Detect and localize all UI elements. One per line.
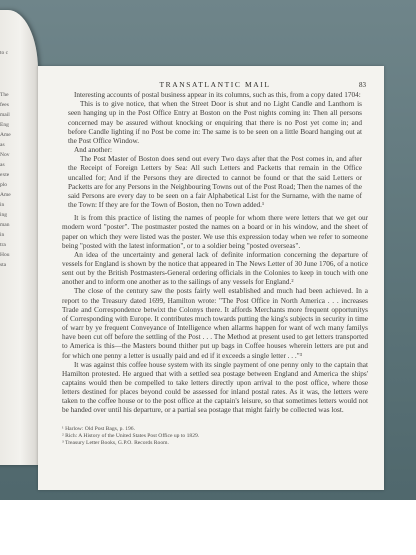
- body-paragraph: It was against this coffee house system with its single payment of one penny only to the captain that Hamilton protested. He argued that with a settled sea postage between England and America the ships' captains would then be compelled to take letters directly upon arrival to the post office, where those letters destined for places beyond could be assessed for inland postal rates. As it was, the letters were taken to the coffee house or to the post office at the captain's leisure, so that sometimes letters would not be handed over until his departure, or a partial sea postage that might fairly be collected was lost.: [62, 360, 368, 415]
- page-content: [62, 80, 368, 447]
- footnote: ³ Treasury Letter Books, G.P.O. Records Room.: [62, 439, 169, 446]
- left-page-fragment: to c: [0, 50, 9, 56]
- block-quote: This is to give notice, that when the Street Door is shut and no Light Candle and Lanthorn is seen hanging up in the Post Office Entry at Boston on the Post nights coming in: Then all persons concerned may be assured without knocking or enquiring that there is no Post yet come in; and before Candle lighting if no Post be come in: The same is to be seen on a little Board hanging out at the Post Office Window.: [68, 100, 362, 145]
- left-page-fragment: Ame: [0, 192, 11, 198]
- left-page-fragment: Hou: [0, 252, 10, 258]
- block-quote: The Post Master of Boston does send out every Two days after that the Post comes in, and after the Receipt of Foreign Letters by Sea: All such Letters and Packetts that remain in the Office uncalled for; And if the Persons they are directed to cannot be found or that the said Letters or Packetts are for any Persons in the Neighbouring Towns out of the Post Road; Then the names of the said Persons are every day to be seen on a fair Alphabetical List for the Surname, with the name of the Town: If they are for the Town of Boston, then no Town added.¹: [68, 155, 362, 210]
- left-page-fragment: Nov: [0, 152, 10, 158]
- left-page-fragment: as: [0, 162, 5, 168]
- left-page-fragment: fees: [0, 102, 9, 108]
- left-page-fragment: as: [0, 142, 5, 148]
- left-page-fragment: The: [0, 92, 9, 98]
- page-number: 83: [359, 81, 366, 89]
- footnote: ² Rich: A History of the United States Post Office up to 1829.: [62, 432, 200, 439]
- body-paragraph: And another:: [74, 146, 113, 155]
- running-title: TRANSATLANTIC MAIL: [159, 80, 271, 89]
- left-page-fragment: mail: [0, 112, 10, 118]
- left-facing-page: [0, 10, 38, 465]
- left-page-fragment: tra: [0, 242, 6, 248]
- body-paragraph: It is from this practice of listing the names of people for whom there were letters that we get our modern word "poster". The postmaster posted the names on a board or in his window, and the sheet of paper on which they were listed was the poster. We use this expression today when we refer to someone being "posted with the latest information", or to a soldier being "posted overseas".: [62, 214, 368, 250]
- book-page: [38, 66, 384, 490]
- left-page-fragment: Ame: [0, 132, 11, 138]
- left-page-fragment: man: [0, 222, 10, 228]
- table-surface: [0, 500, 416, 555]
- body-paragraph: An idea of the uncertainty and general lack of definite information concerning the departure of vessels for England is shown by the notice that appeared in The News Letter of 30 June 1706, of a notice sent out by the British Postmasters-General ordering officials in the Colonies to keep in touch with one another and to inform one another as to the sailings of any vessels for England.²: [62, 250, 368, 287]
- left-page-fragment: exte: [0, 172, 10, 178]
- left-page-fragment: ing: [0, 212, 8, 218]
- left-page-fragment: Eng: [0, 122, 9, 128]
- body-paragraph: Interesting accounts of postal business appear in its columns, such as this, from a copy dated 1704:: [74, 91, 361, 100]
- left-page-fragment: plo: [0, 182, 8, 188]
- footnotes: [62, 426, 368, 447]
- left-page-fragment: in: [0, 232, 5, 238]
- left-page-fragment: sta: [0, 262, 7, 268]
- left-page-fragment: in: [0, 202, 5, 208]
- footnote: ¹ Harlow: Old Post Bags, p. 196.: [62, 425, 135, 432]
- running-head: [62, 80, 368, 89]
- body-paragraph: The close of the century saw the posts fairly well established and much had been achieved. In a report to the Treasury dated 1699, Hamilton wrote: "The Post Office in North America . . . increases Trade and Correspondence betwixt the Colonys there. It affords Merchants more frequent opportunitys of Corresponding with Europe. It contributes much towards putting the king's subjects in security in time of warr by ye frequent Conveyance of Intelligence when allarms happen for want of wch many familys have been cut off before the settling of the Post . . . The Method at present used to get letters transported to America is this—the Masters bound thither put up bags in Coffee houses wherein letters are put and for which one penny a letter is usually paid and ed if it exceeds a single letter . . ."³: [62, 287, 368, 360]
